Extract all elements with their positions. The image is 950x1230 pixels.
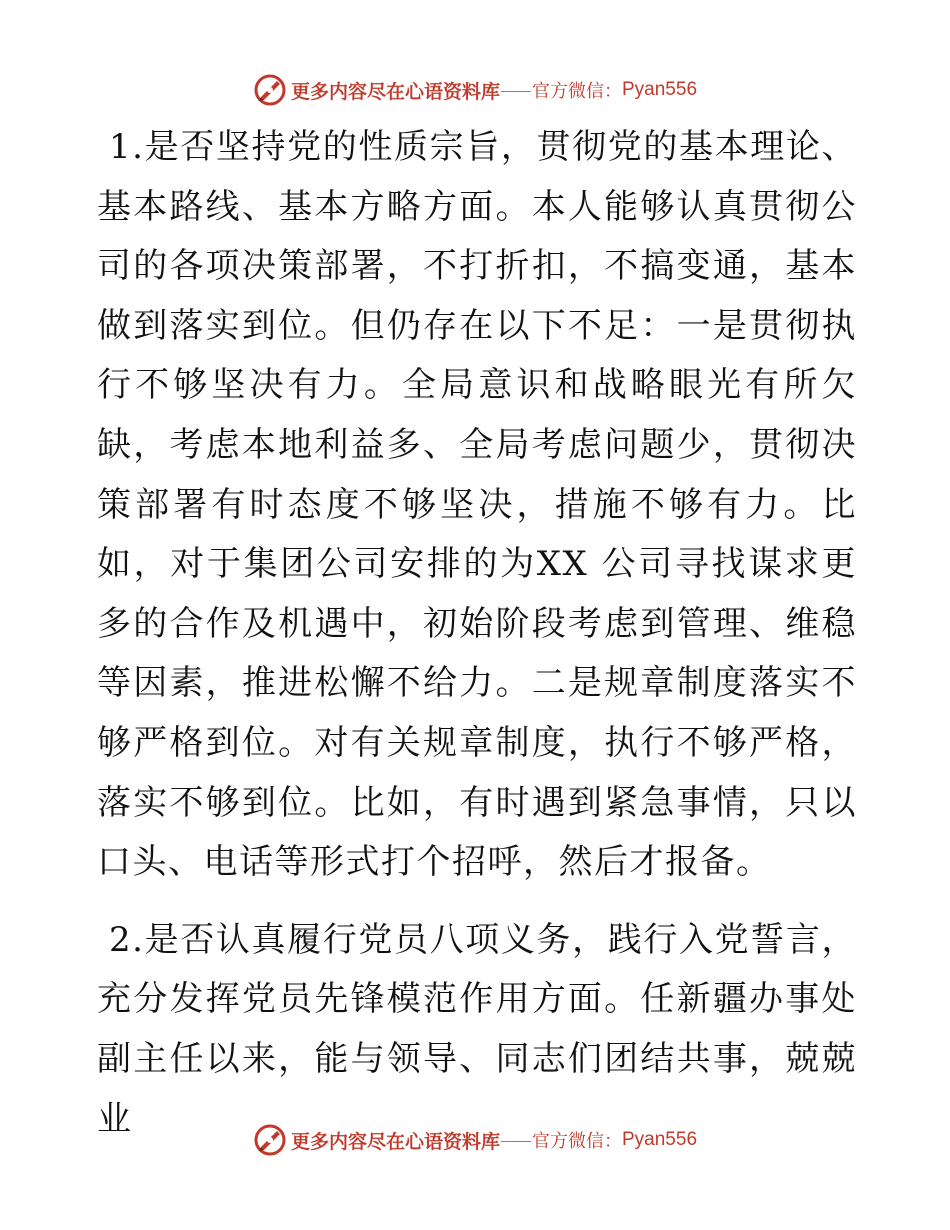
banner-divider xyxy=(501,1141,531,1142)
banner-brand-text: 更多内容尽在心语资料库 xyxy=(290,1130,500,1153)
banner-brand-text: 更多内容尽在心语资料库 xyxy=(290,80,500,103)
banner-wechat-id: Pyan556 xyxy=(622,1129,698,1150)
banner-wechat-id: Pyan556 xyxy=(622,79,698,100)
paragraph-2: 2.是否认真履行党员八项义务，践行入党誓言，充分发挥党员先锋模范作用方面。任新疆办事处副主任以来，能与领导、同志们团结共事，兢兢业 xyxy=(97,919,857,1139)
banner-wechat-label: 官方微信： xyxy=(532,81,622,102)
brand-logo-icon xyxy=(253,1123,287,1157)
document-body xyxy=(97,118,857,1149)
header-banner xyxy=(0,70,950,110)
banner-divider xyxy=(501,91,531,92)
banner-wechat-label: 官方微信： xyxy=(532,1131,622,1152)
footer-banner xyxy=(0,1120,950,1160)
brand-logo-icon xyxy=(253,73,287,107)
paragraph-1: 1.是否坚持党的性质宗旨，贯彻党的基本理论、基本路线、基本方略方面。本人能够认真贯彻公司的各项决策部署，不打折扣，不搞变通，基本做到落实到位。但仍存在以下不足：一是贯彻执行不够坚决有力。全局意识和战略眼光有所欠缺，考虑本地利益多、全局考虑问题少，贯彻决策部署有时态度不够坚决，措施不够有力。比如，对于集团公司安排的为XX 公司寻找谋求更多的合作及机遇中，初始阶段考虑到管理、维稳等因素，推进松懈不给力。二是规章制度落实不够严格到位。对有关规章制度，执行不够严格，落实不够到位。比如，有时遇到紧急事情，只以口头、电话等形式打个招呼，然后才报备。 xyxy=(97,127,857,883)
